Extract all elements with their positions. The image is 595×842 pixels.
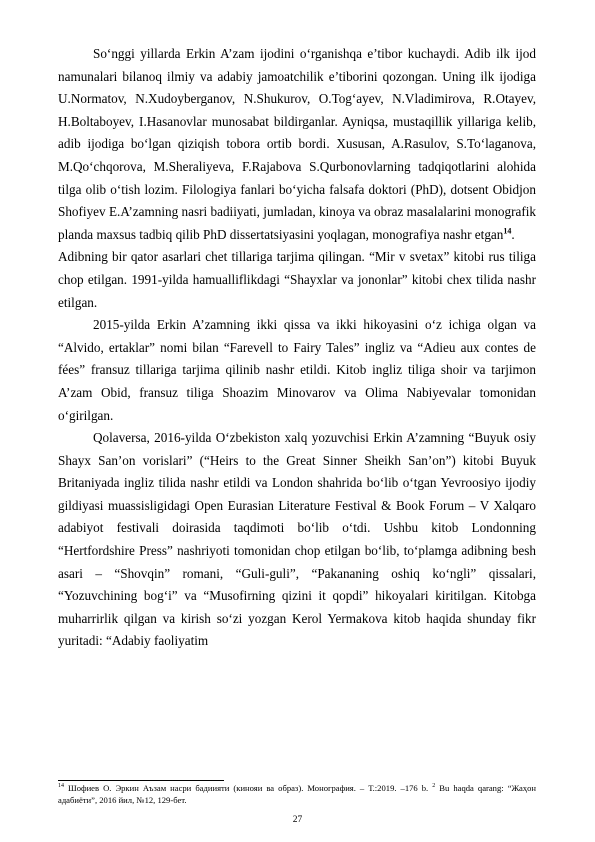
footnote-second-number: 2	[432, 783, 436, 790]
footnote-second-text: Bu haqda qarang: “Жаҳон адабиёти”, 2016 йил, №12, 129-бет.	[58, 783, 537, 805]
paragraph-translations: Adibning bir qator asarlari chet tillariga tarjima qilingan. “Mir v svetax” kitobi rus tiliga chop etilgan. 1991-yilda hamualliflikdagi “Shayxlar va jononlar” kitobi chex tilida nashr etilgan.	[58, 249, 536, 310]
paragraph-2015-translation: 2015-yilda Erkin A’zamning ikki qissa va ikki hikoyasini o‘z ichiga olgan va “Alvido, ertaklar” nomi bilan “Farevell to Fairy Tales” ingliz va “Adieu aux contes de fées” fransuz tillariga tarjima qilinib nashr etildi. Kitob ingliz tiliga shoir va tarjimon A’zam Obid, fransuz tiliga Shoazim Minovarov va Olima Nabiyevalar tomonidan o‘girilgan.	[58, 317, 536, 423]
paragraph-text: So‘nggi yillarda Erkin A’zam ijodini o‘rganishqa e’tibor kuchaydi. Adib ilk ijod namunalari bilanoq ilmiy va adabiy jamoatchilik e’tiborini qozongan. Uning ilk ijodiga U.Normatov, N.Xudoyberganov, N.Shukurov, O.Tog‘ayev, N.Vladimirova, R.Otayev, H.Boltaboyev, I.Hasanovlar munosabat bildirganlar. Ayniqsa, mustaqillik yillariga kelib, adib ijodiga bo‘lgan qiziqish tobora ortib bordi. Xususan, A.Rasulov, S.To‘laganova, M.Qo‘chqorova, M.Sheraliyeva, F.Rajabova S.Qurbonovlarning tadqiqotlarini alohida tilga olib o‘tish lozim. Filologiya fanlari bo‘yicha falsafa doktori (PhD), dotsent Obidjon Shofiyev E.A’zamning nasri badiiyati, jumladan, kinoya va obraz masalalarini monografik planda maxsus tadbiq qilib PhD dissertatsiyasini yoqlagan, monografiya nashr etgan	[58, 46, 536, 242]
footnote-number: 14	[58, 783, 64, 790]
footnote-text: Шофиев О. Эркин Аъзам насри бадиияти (кинояи ва образ). Монография. – Т.:2019. –176 b.	[64, 783, 433, 793]
footnote	[58, 783, 536, 806]
footnote-divider	[58, 780, 224, 781]
paragraph-2016-publication: Qolaversa, 2016-yilda O‘zbekiston xalq yozuvchisi Erkin A’zamning “Buyuk osiy Shayx San’on vorislari” (“Heirs to the Great Sinner Sheikh San’on”) kitobi Buyuk Britaniyada ingliz tilida nashr etildi va London shahrida bo‘lib o‘tgan Yevroosiyo ijodiy gildiyasi muassisligidagi Open Eurasian Literature Festival & Book Forum – V Xalqaro adabiyot festivali doirasida taqdimoti bo‘lib o‘tdi. Ushbu kitob Londonning “Hertfordshire Press” nashriyoti tomonidan chop etilgan bo‘lib, to‘plamga adibning besh asari – “Shovqin” romani, “Guli-guli”, “Pakananing oshiq ko‘ngli” qissalari, “Yozuvchining bog‘i” va “Musofirning qizini it qopdi” hikoyalari kiritilgan. Kitobga muharrirlik qilgan va kirish so‘zi yozgan Kerol Yermakova kitob haqida shunday fikr yuritadi: “Adabiy faoliyatim	[58, 430, 536, 649]
paragraph-tail: .	[511, 226, 515, 242]
footnote-reference[interactable]: 14	[503, 226, 512, 236]
document-body	[58, 43, 536, 653]
paragraph-research-overview	[58, 43, 536, 246]
page-number: 27	[292, 815, 303, 825]
